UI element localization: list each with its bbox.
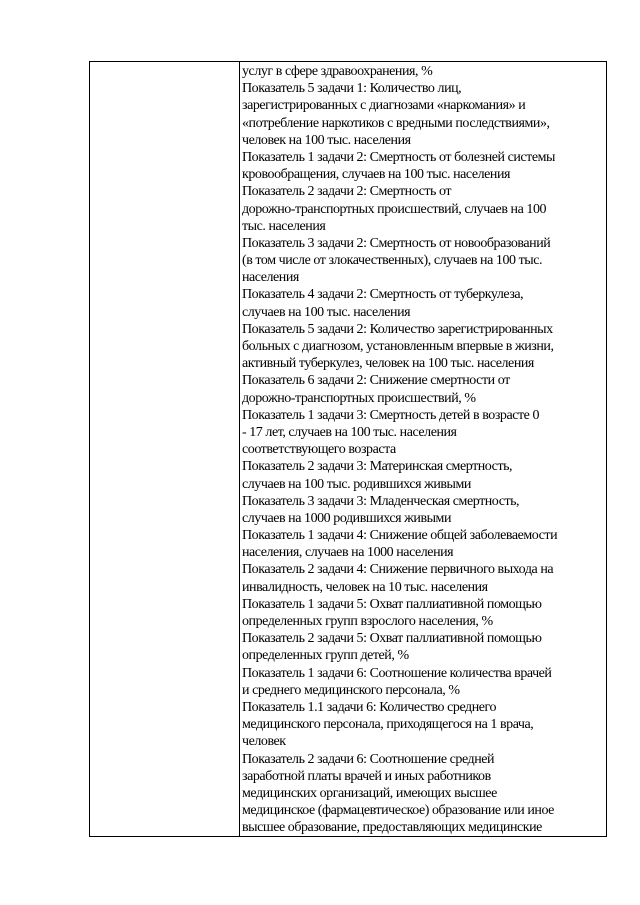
text-line: населения [242,270,299,286]
text-line: Показатель 2 задачи 2: Смертность от [242,184,452,200]
text-line: больных с диагнозом, установленным впервые в жизни, [242,339,554,354]
text-line: и среднего медицинского персонала, % [242,682,460,698]
text-line: Показатель 3 задачи 3: Младенческая смертность, [242,493,520,509]
text-line: инвалидность, человек на 10 тыс. населения [242,579,488,595]
text-line: медицинское (фармацевтическое) образование или иное [242,803,554,819]
text-line: человек на 100 тыс. населения [242,132,411,148]
text-line: человек [242,734,286,750]
text-line: Показатель 4 задачи 2: Смертность от туберкулеза, [242,287,524,303]
text-line: Показатель 2 задачи 6: Соотношение средней [242,751,495,767]
table-left-column [90,62,240,836]
text-line: Показатель 1 задачи 4: Снижение общей заболеваемости [242,528,558,544]
text-line: тыс. населения [242,218,326,234]
table-right-column [240,62,606,836]
text-line: Показатель 3 задачи 2: Смертность от новообразований [242,235,551,251]
text-line: случаев на 100 тыс. родившихся живыми [242,476,471,492]
text-line: определенных групп детей, % [242,648,409,664]
text-line: Показатель 6 задачи 2: Снижение смертности от [242,373,510,389]
text-line: дорожно-транспортных происшествий, случаев на 100 [242,201,547,217]
text-line: Показатель 2 задачи 5: Охват паллиативной помощью [242,631,542,647]
text-line: населения, случаев на 1000 населения [242,545,454,561]
text-line: медицинских организаций, имеющих высшее [242,785,497,801]
text-line: услуг в сфере здравоохранения, % [242,64,433,79]
text-line: «потребление наркотиков с вредными последствиями», [242,115,550,131]
text-line: Показатель 1 задачи 2: Смертность от болезней системы [242,149,555,165]
text-line: случаев на 100 тыс. населения [242,304,411,320]
text-line: Показатель 1 задачи 6: Соотношение количества врачей [242,665,552,681]
text-line: дорожно-транспортных происшествий, % [242,390,476,406]
text-line: Показатель 5 задачи 1: Количество лиц, [242,81,462,97]
text-line: активный туберкулез, человек на 100 тыс. населения [242,356,534,372]
text-line: высшее образование, предоставляющих медицинские [242,820,542,836]
text-line: Показатель 2 задачи 3: Материнская смертность, [242,459,513,475]
text-line: определенных групп взрослого населения, % [242,614,493,629]
text-line: заработной платы врачей и иных работников [242,768,491,784]
text-line: кровообращения, случаев на 100 тыс. населения [242,167,510,183]
text-line: (в том числе от злокачественных), случаев на 100 тыс. [242,253,543,269]
text-line: соответствующего возраста [242,442,396,458]
text-line: зарегистрированных с диагнозами «наркомания» и [242,98,526,114]
text-line: - 17 лет, случаев на 100 тыс. населения [242,424,457,440]
text-line: медицинского персонала, приходящегося на 1 врача, [242,717,534,733]
text-line: Показатель 1 задачи 3: Смертность детей в возрасте 0 [242,407,540,423]
text-line: Показатель 2 задачи 4: Снижение первичного выхода на [242,562,554,578]
text-line: Показатель 1 задачи 5: Охват паллиативной помощью [242,596,542,612]
text-line: Показатель 5 задачи 2: Количество зарегистрированных [242,321,553,337]
text-line: случаев на 1000 родившихся живыми [242,510,452,526]
text-line: Показатель 1.1 задачи 6: Количество среднего [242,699,496,715]
document-table [89,61,607,837]
